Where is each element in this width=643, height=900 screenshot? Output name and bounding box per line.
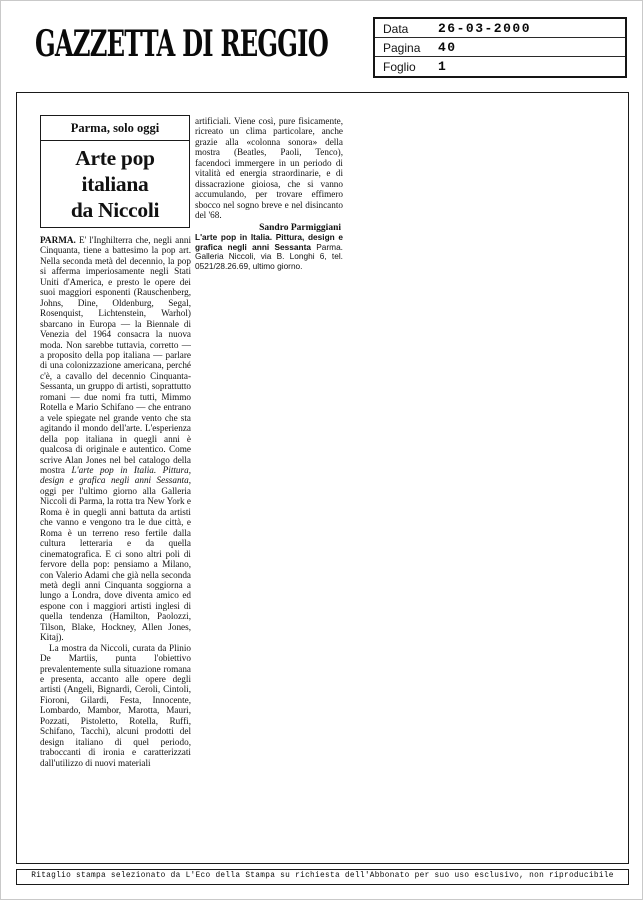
meta-value-sheet-number: 1 bbox=[438, 59, 448, 74]
headline-box bbox=[40, 115, 190, 228]
article-paragraph-2: La mostra da Niccoli, curata da Plinio De Martiis, punta l'obiettivo prevalentemente sulla situazione romana e presenta, accanto alle opere degli artisti (Angeli, Bignardi, Ceroli, Cintoli, Fioroni, Gilardi, Festa, Innocente, Lombardo, Mambor, Marotta, Mauri, Pozzati, Pistoletto, Rotella, Ruffi, Schifano, Tacchi), alcuni prodotti del design italiano di quel periodo, traboccanti di ironia e caratterizzati dall'utilizzo di nuovi materiali bbox=[40, 642, 191, 768]
exhibition-title-italic: L'arte pop in Italia. Pittura, design e grafica negli anni Sessanta bbox=[40, 464, 191, 486]
meta-label-foglio: Foglio bbox=[383, 60, 416, 74]
article-paragraph-3: artificiali. Viene così, pure fisicamente, ricreato un clima particolare, anche grazie alla «colonna sonora» della mostra (Beatles, Paoli, Tenco), facendoci immergere in un periodo di vitalità ed energia straordinarie, e di dissacrazione gioiosa, che si vanno accumulando, per trovare effimero sbocco nel sogno breve e nel disincanto del '68. bbox=[195, 116, 343, 221]
article-paragraph-1-cont: , oggi per l'ultimo giorno alla Galleria Niccoli di Parma, la rotta tra New York e Roma è in quegli anni battuta da artisti che vanno e vengono tra le due città, e Roma è un terreno reso fertile dalla cultura letteraria e da quella cinematografica. E ci sono altri poli di fervore della pop: pensiamo a Milano, con Valerio Adami che già nella seconda metà degli anni Cinquanta soggiorna a lungo a Londra, dove diventa amico ed espone con i maggiori artisti inglesi di quella tendenza (Hamilton, Paolozzi, Tilson, Blake, Hockney, Allen Jones, Kitaj). bbox=[40, 475, 191, 643]
article-byline: Sandro Parmiggiani bbox=[259, 222, 341, 233]
meta-row-pagina bbox=[375, 38, 625, 57]
article-column-1 bbox=[40, 235, 191, 768]
meta-value-page-number: 40 bbox=[438, 40, 457, 55]
headline-line-3: da Niccoli bbox=[70, 198, 160, 222]
meta-label-pagina: Pagina bbox=[383, 41, 421, 55]
article-frame bbox=[16, 92, 629, 864]
newspaper-logo: GAZZETTA DI REGGIO bbox=[35, 23, 328, 66]
clipping-footer-note: Ritaglio stampa selezionato da L'Eco della Stampa su richiesta dell'Abbonato per suo uso esclusivo, non riproducibile bbox=[16, 869, 629, 885]
article-column-2 bbox=[195, 116, 343, 272]
article-dateline: PARMA. bbox=[40, 235, 76, 245]
meta-row-data bbox=[375, 19, 625, 38]
article-paragraph-1-text: E' l'Inghilterra che, negli anni Cinquanta, tiene a battesimo la pop art. Nella seconda metà del decennio, la pop si afferma imperiosamente negli Stati Uniti d'America, e presto le opere dei suoi maggiori esponenti (Rauschenberg, Johns, Dine, Oldenburg, Segal, Rosenquist, Lichtenstein, Warhol) sbarcano in Europa — la Biennale di Venezia del 1964 consacra la nuova moda. Non sarebbe tuttavia, corretto — a proposito della pop italiana — parlare di una colonizzazione americana, perché c'è, a cavallo del decennio Cinquanta-Sessanta, un gruppo di artisti, soprattutto romani — due nomi fra tutti, Mimmo Rotella e Mario Schifano — che entrano a vele spiegate nel grande vento che sta agitando il mondo dell'arte. L'esperienza della pop italiana in quegli anni è qualcosa di originale e autentico. Come scrive Alan Jones nel bel catalogo della mostra bbox=[40, 235, 191, 475]
meta-value-date: 26-03-2000 bbox=[438, 21, 532, 36]
article-kicker: Parma, solo oggi bbox=[41, 116, 189, 141]
exhibition-info-block bbox=[195, 233, 343, 272]
headline-line-1: Arte pop bbox=[75, 146, 155, 170]
exhibition-info-details: Parma. Galleria Niccoli, via B. Longhi 6, tel. 0521/28.26.69, ultimo giorno. bbox=[195, 241, 343, 272]
headline-line-2: italiana bbox=[81, 172, 149, 196]
article-paragraph-1 bbox=[40, 235, 191, 643]
meta-row-foglio bbox=[375, 57, 625, 76]
exhibition-info-title: L'arte pop in Italia. Pittura, design e grafica negli anni Sessanta bbox=[195, 231, 343, 252]
meta-label-data: Data bbox=[383, 22, 409, 36]
article-headline bbox=[41, 141, 189, 223]
clipping-meta-box bbox=[373, 17, 627, 78]
